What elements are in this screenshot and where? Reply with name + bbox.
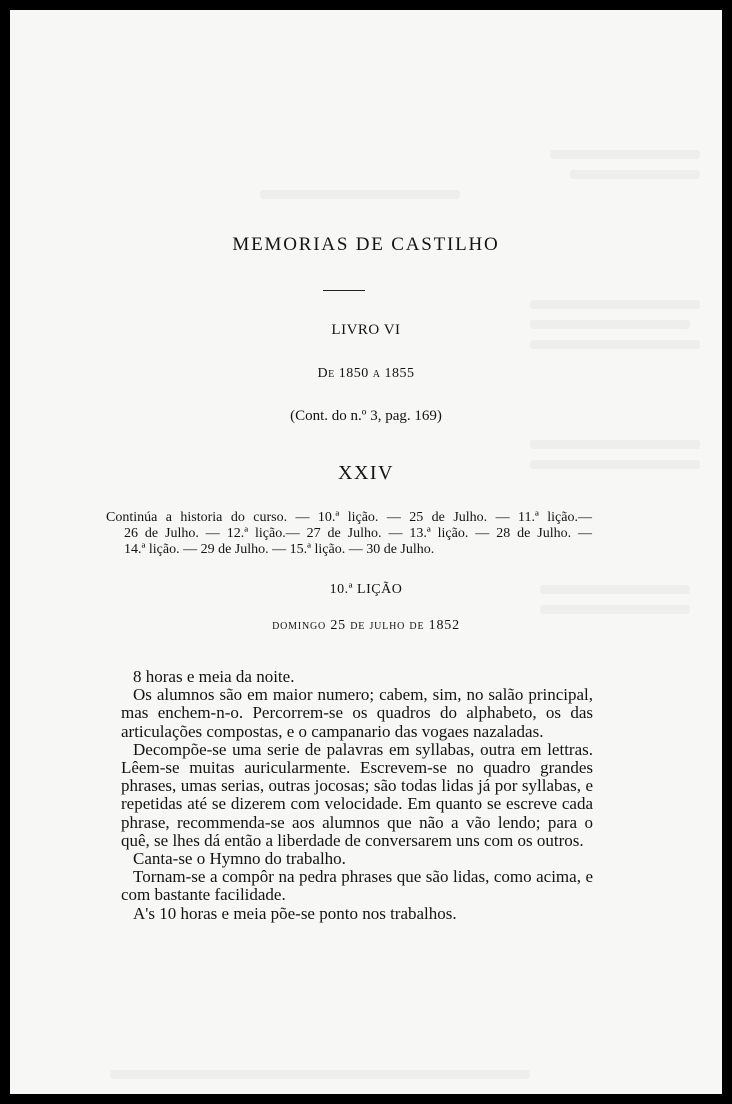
lesson-heading: 10.ª LIÇÃO: [329, 582, 403, 597]
book-heading: LIVRO VI: [331, 322, 401, 338]
summary-line: 26 de Julho. — 12.ª lição.— 27 de Julho. — 13.ª lição. — 28 de Julho. —: [124, 526, 592, 541]
paragraph: 8 horas e meia da noite.: [133, 667, 295, 686]
summary-line: 14.ª lição. — 29 de Julho. — 15.ª lição. — 30 de Julho.: [124, 542, 435, 557]
chapter-heading: XXIV: [338, 462, 394, 484]
paragraph: Tornam-se a compôr na pedra phrases que são lidas, como acima, e com bastante facilidade.: [121, 867, 593, 905]
paragraph: A's 10 horas e meia põe-se ponto nos trabalhos.: [133, 903, 457, 923]
paragraph: Decompõe-se uma serie de palavras em syllabas, outra em lettras. Lêem-se muitas auricularmente. Escrevem-se no quadro grandes phrases, umas serias, outras jocosas; são todas lidas já por syllabas, e repetidas até se dizerem com velocidade. Em quanto se escreve cada phrase, recommenda-se aos alumnos que não a vão lendo; para o quê, se lhes dá então a liberdade de conversarem uns com os outros.: [121, 739, 593, 850]
body-text: [121, 668, 593, 923]
page-title: MEMORIAS DE CASTILHO: [232, 234, 500, 255]
document-page: [10, 10, 722, 1094]
paragraph: Os alumnos são em maior numero; cabem, sim, no salão principal, mas enchem-n-o. Percorrem-se os quadros do alphabeto, os das articulações compostas, e o campanario das vogaes nazaladas.: [121, 685, 593, 741]
date-heading: domingo 25 de julho de 1852: [272, 618, 460, 633]
years-heading: De 1850 a 1855: [317, 366, 415, 381]
paragraph: Canta-se o Hymno do trabalho.: [133, 849, 346, 869]
chapter-summary: [106, 510, 592, 558]
continuation-note: (Cont. do n.º 3, pag. 169): [290, 408, 442, 424]
title-divider: [323, 290, 365, 291]
summary-line: Continúa a historia do curso. — 10.ª lição. — 25 de Julho. — 11.ª lição.—: [106, 510, 592, 525]
